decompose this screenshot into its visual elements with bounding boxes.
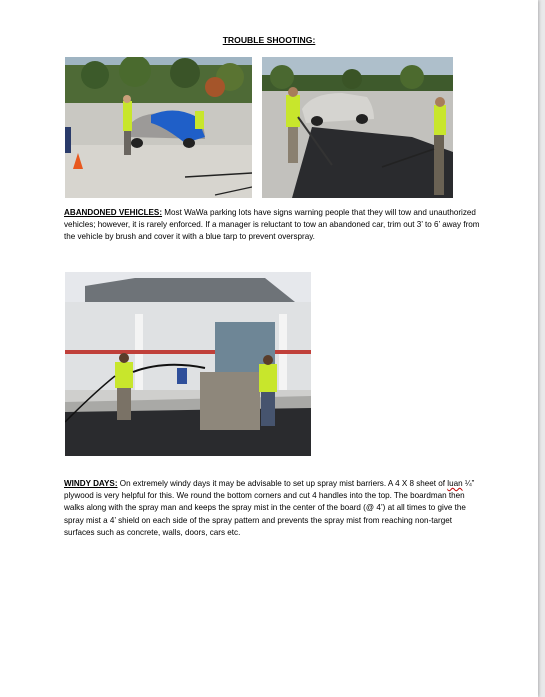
windy-days-heading: WINDY DAYS: bbox=[64, 479, 118, 488]
windy-days-paragraph bbox=[64, 478, 484, 539]
windy-days-text-start: On extremely windy days it may be advisable to set up spray mist barriers. A 4 X 8 sheet of bbox=[117, 479, 448, 488]
abandoned-vehicles-paragraph bbox=[64, 207, 484, 244]
misspelled-word: luan bbox=[447, 479, 463, 488]
windy-days-text-end: ¼” plywood is very helpful for this. We round the bottom corners and cut 4 handles into the top. The boardman then walks along with the spray man and keeps the spray mist in the center of the board (@ 4’) at all times to give the spray mist a 4’ shield on each side of the spray pattern and prevents the spray mist from reaching non-target surfaces such as concrete, walls, doors, cars etc. bbox=[64, 479, 475, 537]
page-title: TROUBLE SHOOTING: bbox=[222, 35, 316, 45]
photo-spray-mist-barrier bbox=[65, 272, 311, 456]
photo-spraying-near-car bbox=[262, 57, 453, 198]
photo-tarp-covered-car bbox=[65, 57, 252, 198]
abandoned-vehicles-heading: ABANDONED VEHICLES: bbox=[64, 208, 163, 217]
abandoned-vehicles-text: Most WaWa parking lots have signs warning people that they will tow and unauthorized vehicles; however, it is rarely enforced. If a manager is reluctant to tow an abandoned car, trim out 3’ to 6’ away from the vehicle by brush and cover it with a blue tarp to prevent overspray. bbox=[64, 208, 480, 242]
